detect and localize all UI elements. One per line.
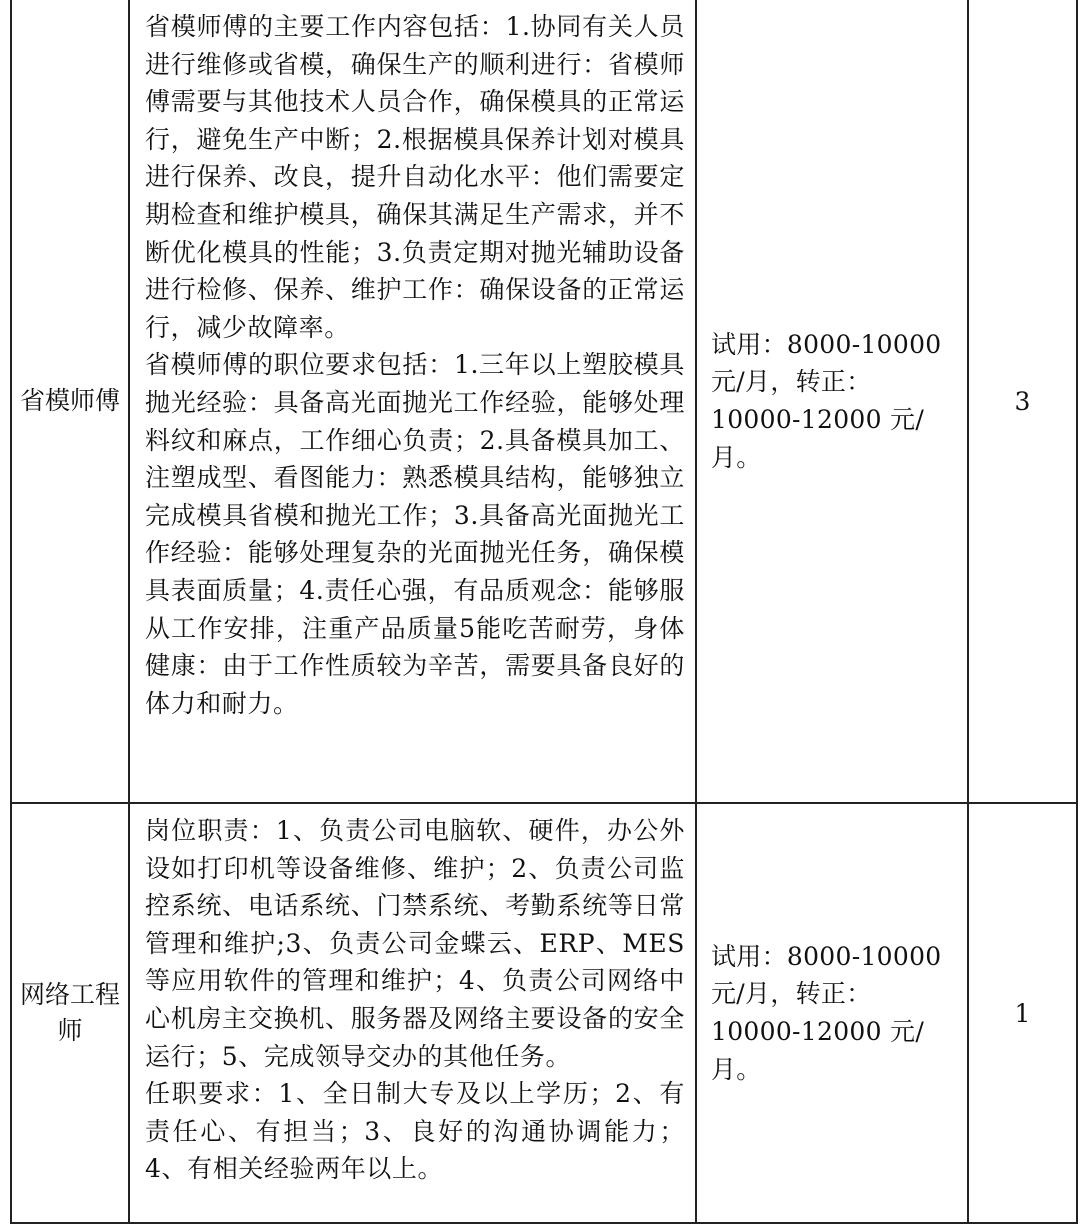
job-duties: 岗位职责：1、负责公司电脑软、硬件，办公外设如打印机等设备维修、维护；2、负责公司监控系统、电话系统、门禁系统、考勤系统等日常管理和维护;3、负责公司金蝶云、ERP、MES 等应用软件的管理和维护；4、负责公司网络中心机房主交换机、服务器及网络主要设备的安全运行；5、完成领导交办的其他任务。 (145, 816, 685, 1071)
job-title: 网络工程师 (11, 803, 129, 1223)
job-description (129, 803, 696, 1223)
table-row (11, 803, 1077, 1223)
job-requirements: 省模师傅的职位要求包括：1.三年以上塑胶模具抛光经验：具备高光面抛光工作经验，能够处理料纹和麻点，工作细心负责；2.具备模具加工、注塑成型、看图能力：熟悉模具结构，能够独立完成模具省模和抛光工作；3.具备高光面抛光工作经验：能够处理复杂的光面抛光任务，确保模具表面质量；4.责任心强，有品质观念：能够服从工作安排，注重产品质量5能吃苦耐劳，身体健康：由于工作性质较为辛苦，需要具备良好的体力和耐力。 (145, 350, 685, 718)
job-headcount: 3 (968, 0, 1077, 803)
job-description (129, 0, 696, 803)
job-salary: 试用：8000-10000元/月，转正：10000-12000 元/月。 (696, 803, 968, 1223)
job-headcount: 1 (968, 803, 1077, 1223)
table-row (11, 0, 1077, 803)
job-duties: 省模师傅的主要工作内容包括：1.协同有关人员进行维修或省模，确保生产的顺利进行：省模师傅需要与其他技术人员合作，确保模具的正常运行，避免生产中断；2.根据模具保养计划对模具进行保养、改良，提升自动化水平：他们需要定期检查和维护模具，确保其满足生产需求，并不断优化模具的性能；3.负责定期对抛光辅助设备进行检修、保养、维护工作：确保设备的正常运行，减少故障率。 (145, 12, 685, 342)
job-requirements: 任职要求：1、全日制大专及以上学历；2、有责任心、有担当；3、良好的沟通协调能力；4、有相关经验两年以上。 (145, 1079, 685, 1184)
job-salary: 试用：8000-10000元/月，转正：10000-12000 元/月。 (696, 0, 968, 803)
job-table (10, 0, 1078, 1224)
job-title: 省模师傅 (11, 0, 129, 803)
